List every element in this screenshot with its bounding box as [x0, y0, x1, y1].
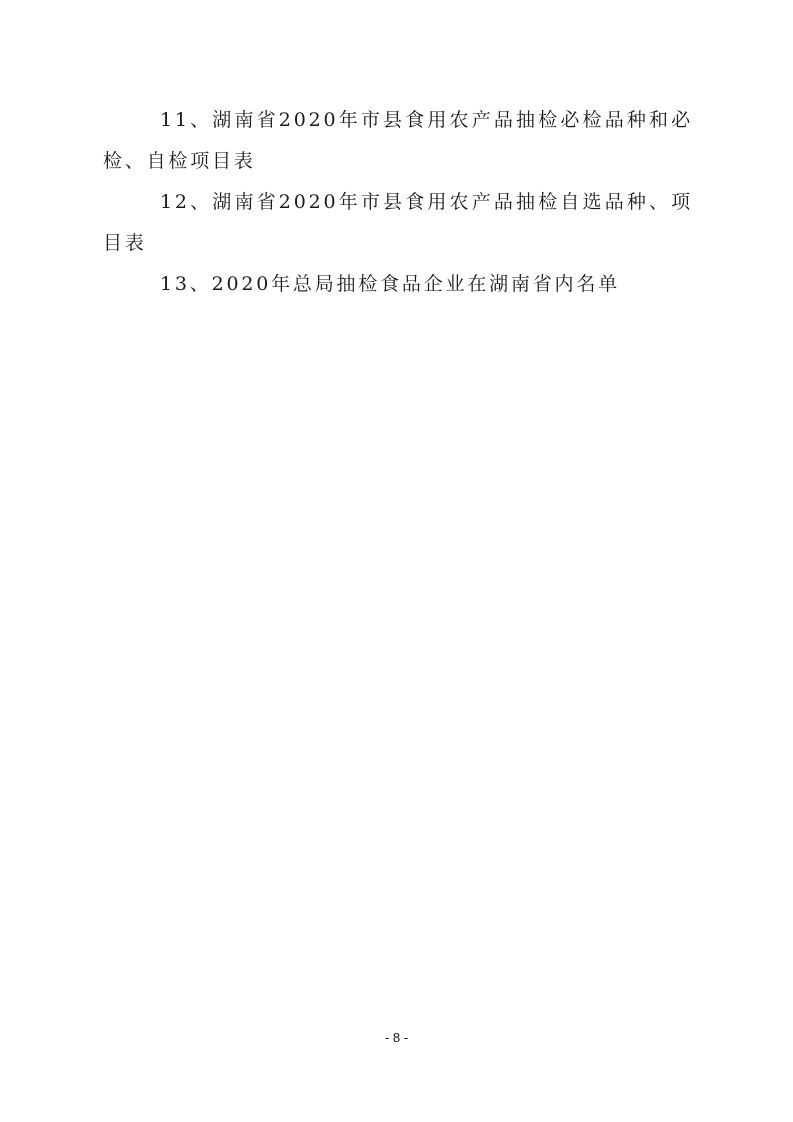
attachment-item-11: 11、湖南省2020年市县食用农产品抽检必检品种和必检、自检项目表 [103, 109, 693, 172]
attachment-item-12: 12、湖南省2020年市县食用农产品抽检自选品种、项目表 [103, 191, 693, 254]
attachment-item-13: 13、2020年总局抽检食品企业在湖南省内名单 [160, 273, 620, 295]
attachment-list [103, 100, 693, 305]
page-number: - 8 - [384, 1030, 409, 1045]
